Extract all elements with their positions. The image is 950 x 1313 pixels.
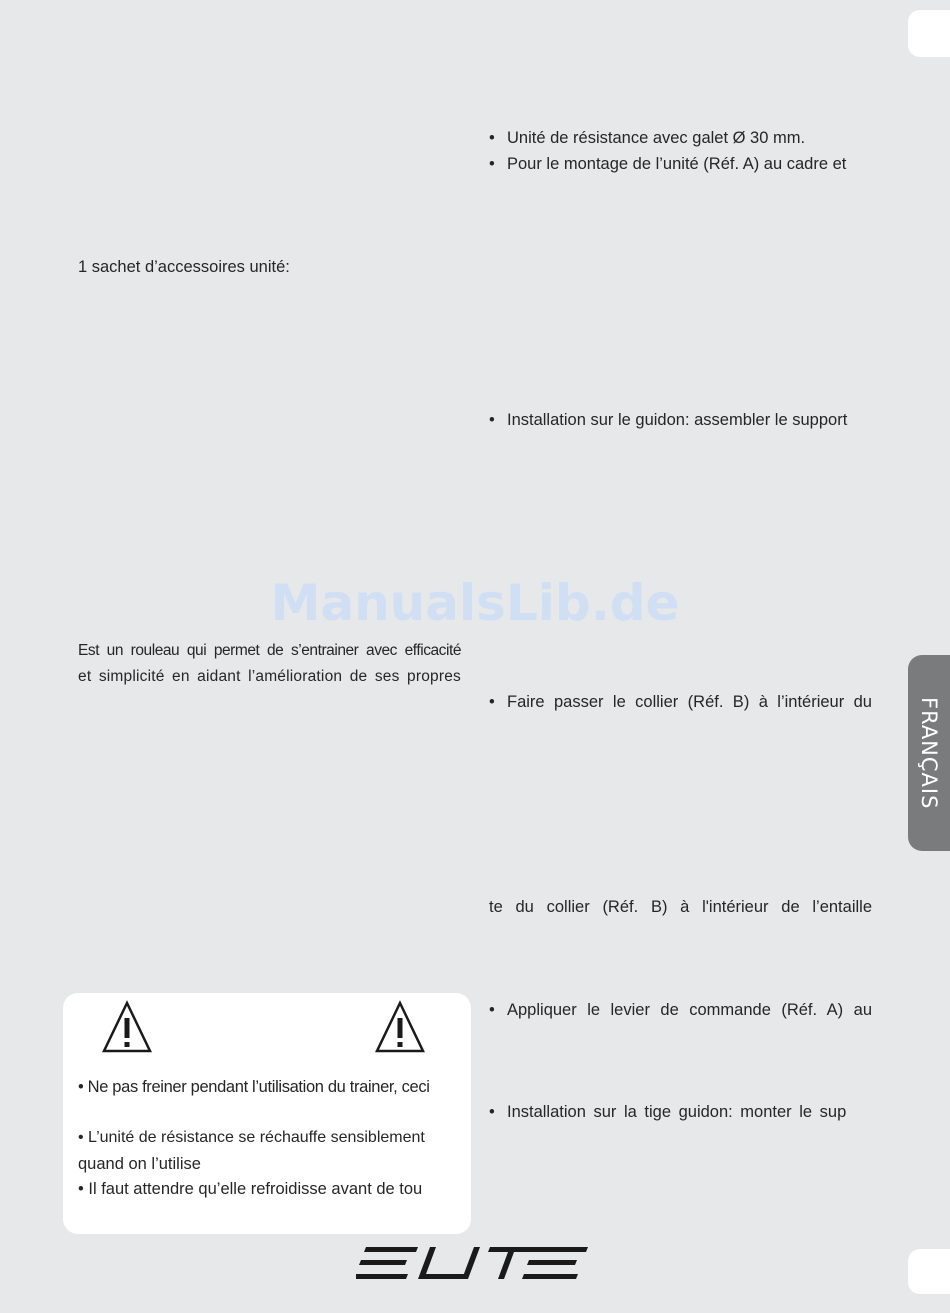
bullet-item-stem-install xyxy=(489,1102,865,1122)
bullet-dot: • xyxy=(489,129,495,147)
warning-line-brakes: • Ne pas freiner pendant l’utilisation du trainer, ceci xyxy=(78,1078,430,1096)
watermark: ManualsLib.de xyxy=(270,574,680,632)
warning-box xyxy=(63,993,471,1234)
warning-triangle-icon xyxy=(374,1000,426,1054)
collar-continued-text: te du collier (Réf. B) à l'intérieur de l’entaille xyxy=(489,898,872,916)
page-tab-bottom xyxy=(908,1249,950,1294)
bullet-item-lever xyxy=(489,1000,872,1020)
warning-triangle-icon xyxy=(101,1000,153,1054)
bullet-item-mounting xyxy=(489,154,872,174)
warning-line-cooldown: • Il faut attendre qu’elle refroidisse avant de tou xyxy=(78,1180,423,1198)
bullet-item-handlebar-install xyxy=(489,410,872,430)
bullet-text: Faire passer le collier (Réf. B) à l’intérieur du xyxy=(507,693,872,711)
bullet-dot: • xyxy=(489,411,495,429)
bullet-text: Installation sur le guidon: assembler le support xyxy=(507,411,848,429)
bullet-item-collar xyxy=(489,692,872,712)
page-tab-top xyxy=(908,10,950,57)
bullet-text: Unité de résistance avec galet Ø 30 mm. xyxy=(507,129,806,147)
bullet-text: Pour le montage de l’unité (Réf. A) au cadre et xyxy=(507,155,847,173)
intro-line-2: et simplicité en aidant l’amélioration de ses propres xyxy=(78,668,461,685)
bullet-dot: • xyxy=(489,1103,495,1121)
bullet-dot: • xyxy=(489,693,495,711)
bullet-text: Installation sur la tige guidon: monter le sup xyxy=(507,1103,847,1121)
warning-line-heat-continued: quand on l’utilise xyxy=(78,1155,201,1173)
bullet-item-resistance-unit xyxy=(489,128,872,148)
bullet-text: Appliquer le levier de commande (Réf. A) au xyxy=(507,1001,872,1019)
language-label: FRANÇAIS xyxy=(917,696,941,810)
warning-line-heat: • L’unité de résistance se réchauffe sensiblement xyxy=(78,1129,425,1146)
elite-logo-icon xyxy=(356,1246,588,1280)
intro-line-1: Est un rouleau qui permet de s’entrainer avec efficacité xyxy=(78,642,461,659)
language-tab xyxy=(908,655,950,851)
bullet-dot: • xyxy=(489,1001,495,1019)
accessories-label: 1 sachet d’accessoires unité: xyxy=(78,258,290,276)
bullet-dot: • xyxy=(489,155,495,173)
